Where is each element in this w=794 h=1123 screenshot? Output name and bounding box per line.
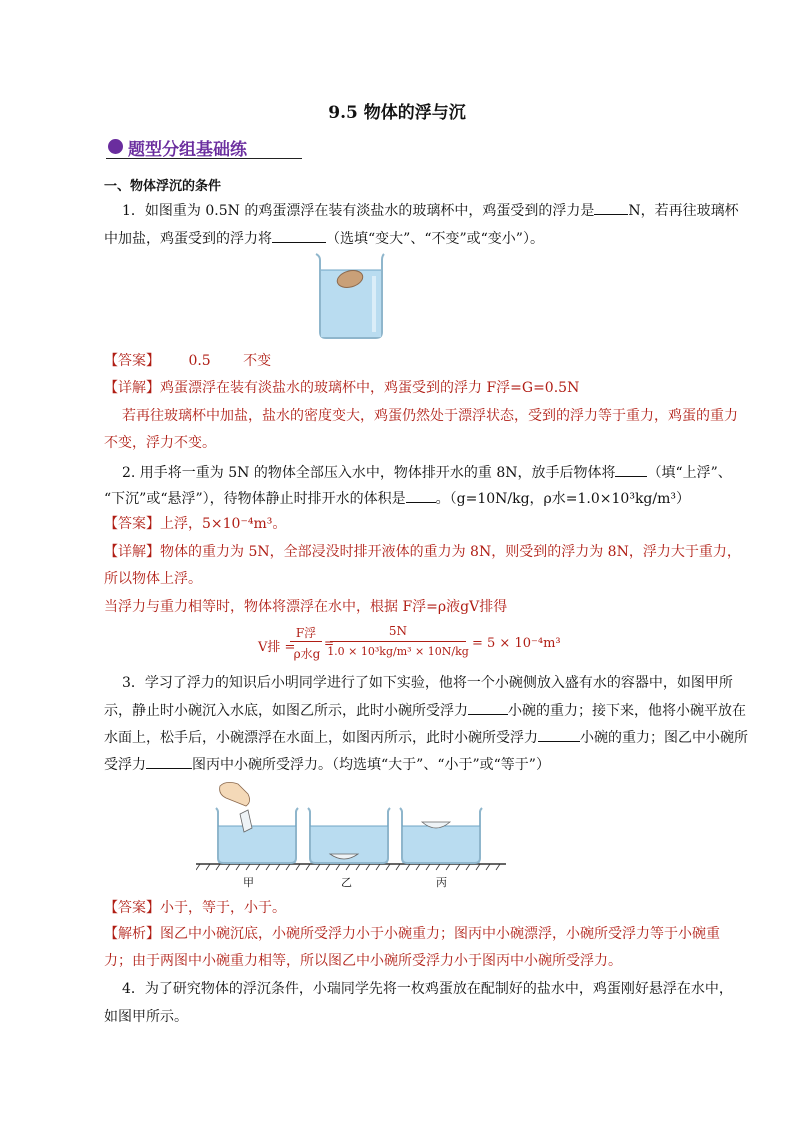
q2-detail1: 【详解】物体的重力为 5N，全部浸没时排开液体的重力为 8N，则受到的浮力为 8N，浮力大于重力， — [104, 544, 741, 560]
q2-detail2: 所以物体上浮。 — [104, 571, 202, 587]
q2-line1: 2. 用手将一重为 5N 的物体全部压入水中，物体排开水的重 8N，放手后物体将 （填“上浮”、 — [122, 462, 732, 483]
formula-lhs: V排 = — [258, 640, 296, 655]
q3-line4: 受浮力 图丙中小碗所受浮力。（均选填“大于”、“小于”或“等于”） — [104, 754, 550, 775]
q2-answer: 【答案】上浮，5×10⁻⁴m³。 — [104, 516, 287, 532]
formula-rhs: = 5 × 10⁻⁴m³ — [472, 636, 561, 651]
formula-num1: F浮 — [295, 626, 317, 640]
container-jia — [216, 782, 298, 863]
subsection-title: 一、物体浮沉的条件 — [104, 179, 222, 194]
q1-line2: 中加盐，鸡蛋受到的浮力将 （选填“变大”、“不变”或“变小”）。 — [104, 228, 544, 249]
q4-line2: 如图甲所示。 — [104, 1009, 188, 1025]
container-yi — [308, 808, 390, 863]
q3-line1: 3．学习了浮力的知识后小明同学进行了如下实验，他将一个小碗侧放入盛有水的容器中，如图甲所 — [122, 675, 733, 691]
fraction-bar — [330, 641, 466, 642]
q2-line2: “下沉”或“悬浮”），待物体静止时排开水的体积是 。（g=10N/kg，ρ水=1.0×10³kg/m³） — [104, 488, 690, 509]
formula-den2: 1.0 × 10³kg/m³ × 10N/kg — [327, 645, 469, 658]
fraction-bar — [290, 641, 322, 642]
q1-detail1: 【详解】鸡蛋漂浮在装有淡盐水的玻璃杯中，鸡蛋受到的浮力 F浮=G=0.5N — [104, 380, 580, 396]
page-title: 9.5 物体的浮与沉 — [328, 103, 466, 123]
q3-analysis2: 力；由于两图中小碗重力相等，所以图乙中小碗所受浮力小于图丙中小碗所受浮力。 — [104, 953, 622, 969]
q3-analysis1: 【解析】图乙中小碗沉底，小碗所受浮力小于小碗重力；图丙中小碗漂浮，小碗所受浮力等于小碗重 — [104, 926, 720, 942]
q3-answer: 【答案】小于，等于，小于。 — [104, 900, 286, 916]
section-label: 题型分组基础练 — [128, 140, 247, 160]
formula-num2: 5N — [388, 624, 408, 638]
q1-detail3: 不变，浮力不变。 — [104, 435, 216, 451]
hand-icon — [220, 782, 250, 806]
container-bing — [400, 808, 482, 863]
equals-sign: = — [324, 636, 335, 650]
beaker-egg-figure — [312, 252, 386, 340]
q4-line1: 4．为了研究物体的浮沉条件，小瑞同学先将一枚鸡蛋放在配制好的盐水中，鸡蛋刚好悬浮在水中， — [122, 981, 733, 997]
q1-answer: 【答案】 0.5 不变 — [104, 353, 272, 369]
q3-line2: 示，静止时小碗沉入水底，如图乙所示，此时小碗所受浮力 小碗的重力；接下来，他将小碗平放在 — [104, 700, 746, 721]
q1-detail2: 若再往玻璃杯中加盐，盐水的密度变大，鸡蛋仍然处于漂浮状态，受到的浮力等于重力，鸡蛋的重力 — [122, 408, 738, 424]
q2-detail3: 当浮力与重力相等时，物体将漂浮在水中，根据 F浮=ρ液gV排得 — [104, 599, 508, 615]
caption-jia: 甲 — [243, 876, 254, 889]
formula-den1: ρ水g — [293, 647, 321, 661]
bowl-experiment-figure — [196, 780, 508, 872]
caption-yi: 乙 — [341, 876, 352, 889]
section-header — [106, 134, 302, 159]
bullet-dot-icon — [108, 139, 123, 154]
caption-bing: 丙 — [436, 876, 447, 889]
q1-line1: 1．如图重为 0.5N 的鸡蛋漂浮在装有淡盐水的玻璃杯中，鸡蛋受到的浮力是 N，若再往玻璃杯 — [122, 200, 739, 221]
q3-line3: 水面上，松手后，小碗漂浮在水面上，如图丙所示，此时小碗所受浮力 小碗的重力；图乙中小碗所 — [104, 727, 748, 748]
